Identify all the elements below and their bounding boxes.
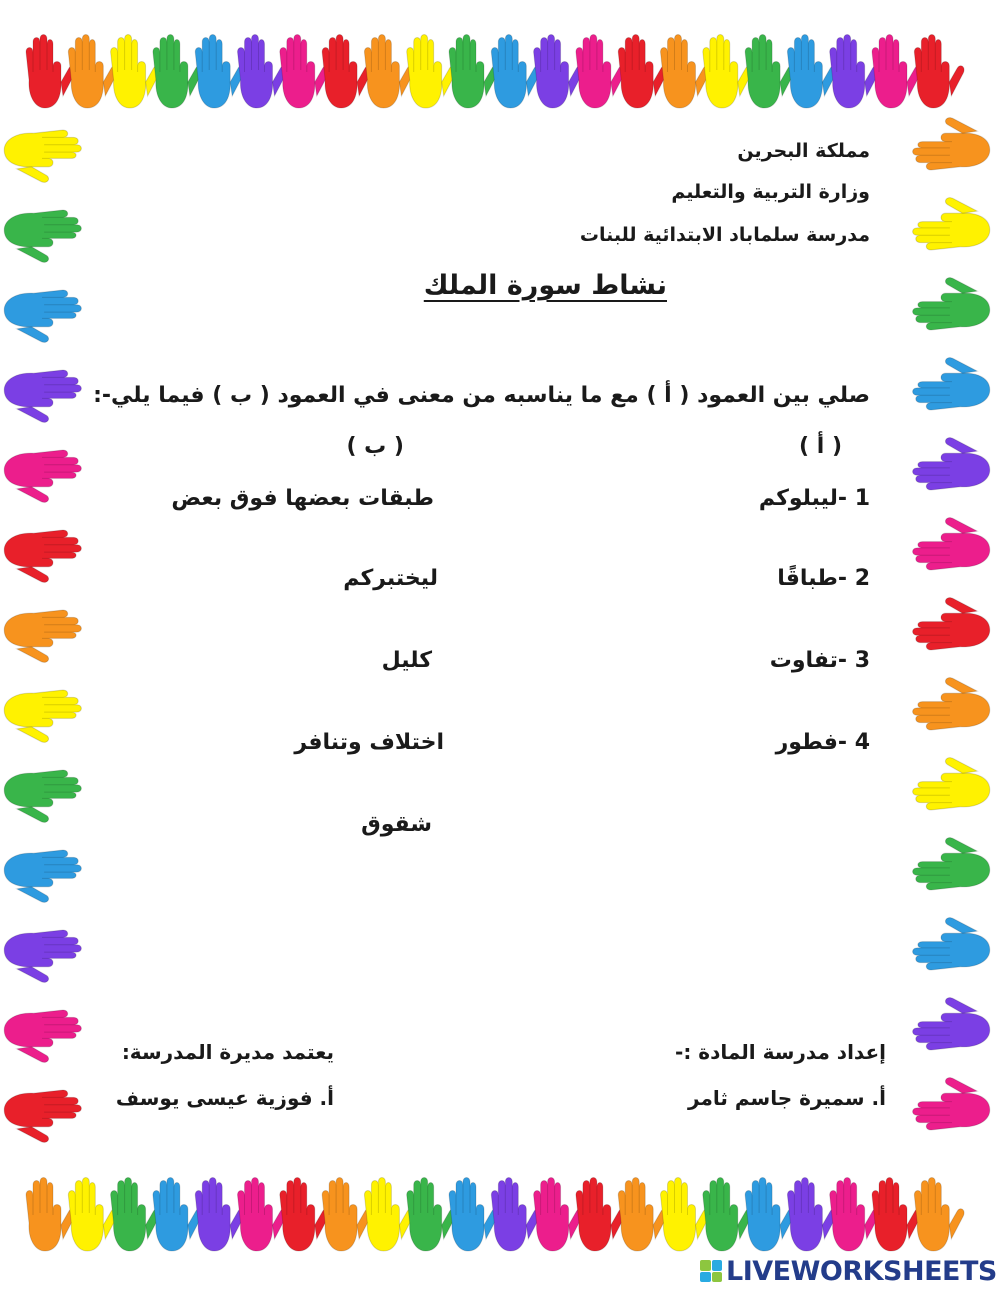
hand-print-icon	[68, 35, 118, 109]
hand-print-icon	[872, 1178, 922, 1252]
hand-print-icon	[322, 35, 372, 109]
hand-print-icon	[195, 1178, 245, 1252]
column-a-item-2[interactable]: 2 -طباقًا	[777, 566, 870, 591]
hand-print-icon	[449, 1178, 499, 1252]
column-a-item-4[interactable]: 4 -فطور	[775, 730, 870, 755]
hand-print-icon	[364, 35, 414, 109]
hand-print-icon	[872, 35, 922, 109]
hand-print-icon	[913, 758, 990, 810]
hand-print-icon	[913, 1078, 990, 1130]
approved-by-name: أ. فوزية عيسى يوسف	[115, 1086, 334, 1110]
hand-print-icon	[913, 678, 990, 730]
hand-print-icon	[449, 35, 499, 109]
hand-print-icon	[4, 210, 81, 262]
hand-print-icon	[195, 35, 245, 109]
column-a-item-1[interactable]: 1 -ليبلوكم	[758, 486, 870, 511]
hand-print-icon	[4, 850, 81, 902]
hand-print-icon	[913, 278, 990, 330]
hand-print-icon	[407, 1178, 457, 1252]
hand-print-icon	[703, 35, 753, 109]
hand-print-icon	[913, 598, 990, 650]
hand-print-icon	[322, 1178, 372, 1252]
hand-print-icon	[153, 35, 203, 109]
kingdom-name: مملكة البحرين	[737, 140, 870, 162]
hand-print-icon	[26, 35, 76, 109]
hand-print-icon	[364, 1178, 414, 1252]
hand-print-icon	[913, 118, 990, 170]
liveworksheets-watermark[interactable]	[700, 1256, 997, 1286]
hand-print-icon	[4, 130, 81, 182]
hand-print-icon	[4, 610, 81, 662]
hand-print-icon	[914, 1178, 964, 1252]
hand-print-icon	[661, 35, 711, 109]
hand-print-icon	[534, 1178, 584, 1252]
hand-print-icon	[913, 998, 990, 1050]
hand-print-icon	[4, 770, 81, 822]
hand-print-icon	[534, 35, 584, 109]
instruction-text: صلي بين العمود ( أ ) مع ما يناسبه من معنى في العمود ( ب ) فيما يلي-:	[93, 383, 870, 408]
page-title: نشاط سورة الملك	[423, 270, 667, 301]
column-a-header: ( أ )	[799, 434, 842, 459]
hand-print-icon	[787, 35, 837, 109]
hand-print-icon	[491, 35, 541, 109]
column-b-item-1[interactable]: طبقات بعضها فوق بعض	[171, 486, 434, 511]
hand-print-icon	[491, 1178, 541, 1252]
ministry-name: وزارة التربية والتعليم	[671, 181, 870, 203]
column-a-item-3[interactable]: 3 -تفاوت	[769, 648, 870, 673]
hand-print-icon	[26, 1178, 76, 1252]
hand-print-icon	[407, 35, 457, 109]
hand-print-icon	[576, 35, 626, 109]
hand-print-icon	[238, 1178, 288, 1252]
hand-print-icon	[4, 370, 81, 422]
hand-print-icon	[913, 518, 990, 570]
hand-print-icon	[830, 35, 880, 109]
hand-print-icon	[914, 35, 964, 109]
hand-print-icon	[576, 1178, 626, 1252]
hand-print-icon	[111, 35, 161, 109]
hand-print-icon	[703, 1178, 753, 1252]
hand-print-icon	[4, 690, 81, 742]
hand-print-icon	[618, 1178, 668, 1252]
column-b-header: ( ب )	[346, 434, 404, 459]
hand-print-icon	[913, 838, 990, 890]
column-b-item-2[interactable]: ليختبركم	[343, 566, 438, 591]
hand-print-icon	[913, 358, 990, 410]
hand-print-icon	[913, 438, 990, 490]
prepared-by-label: إعداد مدرسة المادة :-	[675, 1040, 886, 1064]
liveworksheets-logo-icon	[700, 1260, 722, 1282]
hand-print-icon	[745, 35, 795, 109]
hand-print-icon	[913, 198, 990, 250]
school-name: مدرسة سلماباد الابتدائية للبنات	[579, 224, 870, 246]
column-b-item-4[interactable]: اختلاف وتنافر	[294, 730, 444, 755]
hand-print-icon	[280, 35, 330, 109]
hand-print-icon	[4, 530, 81, 582]
hand-print-icon	[787, 1178, 837, 1252]
hand-print-icon	[153, 1178, 203, 1252]
hand-print-icon	[4, 930, 81, 982]
hand-print-icon	[661, 1178, 711, 1252]
column-b-item-3[interactable]: كليل	[381, 648, 432, 673]
hand-print-icon	[111, 1178, 161, 1252]
hand-print-icon	[745, 1178, 795, 1252]
hand-print-icon	[68, 1178, 118, 1252]
hand-print-icon	[4, 1010, 81, 1062]
hand-print-icon	[280, 1178, 330, 1252]
prepared-by-name: أ. سميرة جاسم ثامر	[688, 1086, 886, 1110]
hand-print-icon	[618, 35, 668, 109]
hand-print-icon	[4, 450, 81, 502]
liveworksheets-brand: LIVEWORKSHEETS	[726, 1255, 997, 1287]
hand-print-icon	[238, 35, 288, 109]
approved-by-label: يعتمد مديرة المدرسة:	[121, 1040, 334, 1064]
hand-print-icon	[830, 1178, 880, 1252]
hand-print-icon	[913, 918, 990, 970]
hand-print-icon	[4, 1090, 81, 1142]
column-b-item-5[interactable]: شقوق	[361, 812, 432, 837]
hand-print-icon	[4, 290, 81, 342]
